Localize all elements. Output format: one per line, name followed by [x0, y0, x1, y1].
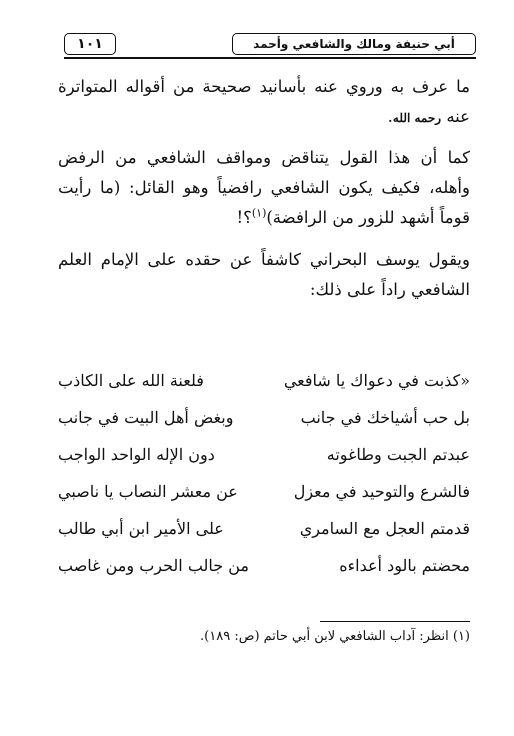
footnote-reference[interactable]: (١) [251, 206, 267, 220]
verse-second-hemistich: عن معشر النصاب يا ناصبي [58, 482, 238, 501]
paragraph-2-text: كما أن هذا القول يتناقض ومواقف الشافعي من الرفض وأهله، فكيف يكون الشافعي رافضياً وهو القائل: (ما رأيت قوماً أشهد للزور من الرافضة) [58, 148, 470, 227]
paragraph-2 [58, 143, 470, 233]
verse-first-hemistich: «كذبت في دعواك يا شافعي [283, 371, 470, 390]
header-rule [64, 57, 476, 59]
poem-verse [58, 362, 470, 399]
verse-first-hemistich: قدمتم العجل مع السامري [299, 519, 470, 538]
poem-verse [58, 399, 470, 436]
verse-second-hemistich: فلعنة الله على الكاذب [58, 371, 204, 390]
poem [58, 362, 470, 584]
honorific-symbol: رحمه الله [392, 111, 442, 125]
verse-second-hemistich: دون الإله الواحد الواجب [58, 445, 215, 464]
verse-first-hemistich: بل حب أشياخك في جانب [300, 408, 470, 427]
main-text [58, 72, 470, 317]
poem-verse [58, 473, 470, 510]
paragraph-1-text: ما عرف به وروي عنه بأسانيد صحيحة من أقواله المتواترة عنه [58, 77, 470, 126]
verse-first-hemistich: عبدتم الجبت وطاغوته [326, 445, 470, 464]
verse-first-hemistich: محضتم بالود أعداءه [339, 556, 470, 575]
paragraph-2-end: ؟! [236, 208, 252, 227]
verse-first-hemistich: فالشرع والتوحيد في معزل [293, 482, 470, 501]
verse-second-hemistich: من جالب الحرب ومن غاصب [58, 556, 249, 575]
verse-second-hemistich: على الأمير ابن أبي طالب [58, 519, 224, 538]
verse-second-hemistich: وبغض أهل البيت في جانب [58, 408, 234, 427]
paragraph-1: ما عرف به وروي عنه بأسانيد صحيحة من أقواله المتواترة عنه رحمه الله. [58, 77, 470, 126]
poem-verse [58, 436, 470, 473]
page-header [64, 33, 476, 55]
page-number: ١٠١ [64, 33, 116, 55]
paragraph-3: ويقول يوسف البحراني كاشفاً عن حقده على الإمام العلم الشافعي راداً على ذلك: [58, 250, 470, 299]
running-title: أبي حنيفة ومالك والشافعي وأحمد [232, 33, 476, 55]
footnote: (١) انظر: آداب الشافعي لابن أبي حاتم (ص: ١٨٩). [200, 629, 470, 644]
poem-verse [58, 510, 470, 547]
footnote-separator [320, 621, 470, 622]
poem-verse [58, 547, 470, 584]
